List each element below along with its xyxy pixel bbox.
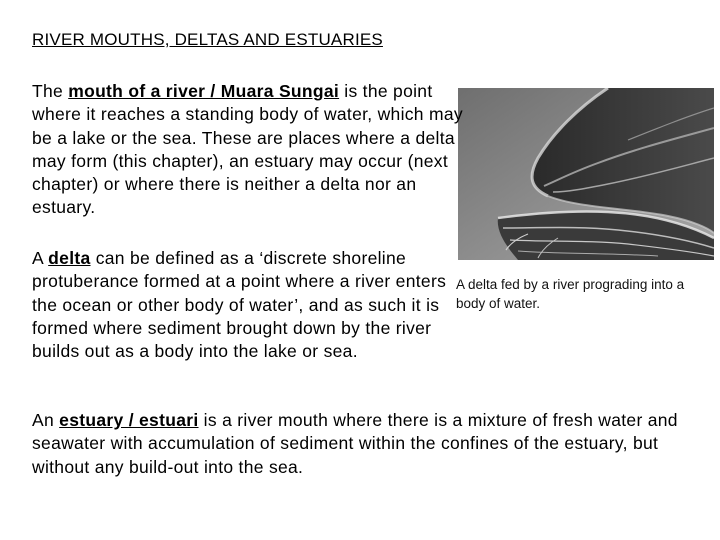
paragraph-prefix: The [32,81,69,101]
paragraph-text: is a river mouth where there is a mixture of fresh water and seawater with accumulation of sediment within the confines of the estuary, but without any build-out into the sea. [32,410,678,477]
paragraph-river-mouth [32,80,472,220]
paragraph-estuary [32,409,702,479]
term-delta: delta [48,248,91,268]
paragraph-prefix: An [32,410,60,430]
paragraph-prefix: A [32,248,49,268]
paragraph-text: can be defined as a ‘discrete shoreline protuberance formed at a point where a river enters the ocean or other body of water’, and as such it is formed where sediment brought down by the river builds out as a body into the lake or sea. [32,248,447,362]
page-title: RIVER MOUTHS, DELTAS AND ESTUARIES [32,30,383,49]
term-river-mouth: mouth of a river / Muara Sungai [68,81,340,101]
term-estuary: estuary / estuari [59,410,199,430]
figure-caption: A delta fed by a river prograding into a body of water. [456,277,685,311]
paragraph-delta [32,247,462,363]
delta-aerial-photo [458,88,714,260]
paragraph-text: is the point where it reaches a standing body of water, which may be a lake or the sea. These are places where a delta may form (this chapter), an estuary may occur (next chapter) or where there is neither a delta nor an estuary. [32,81,463,218]
